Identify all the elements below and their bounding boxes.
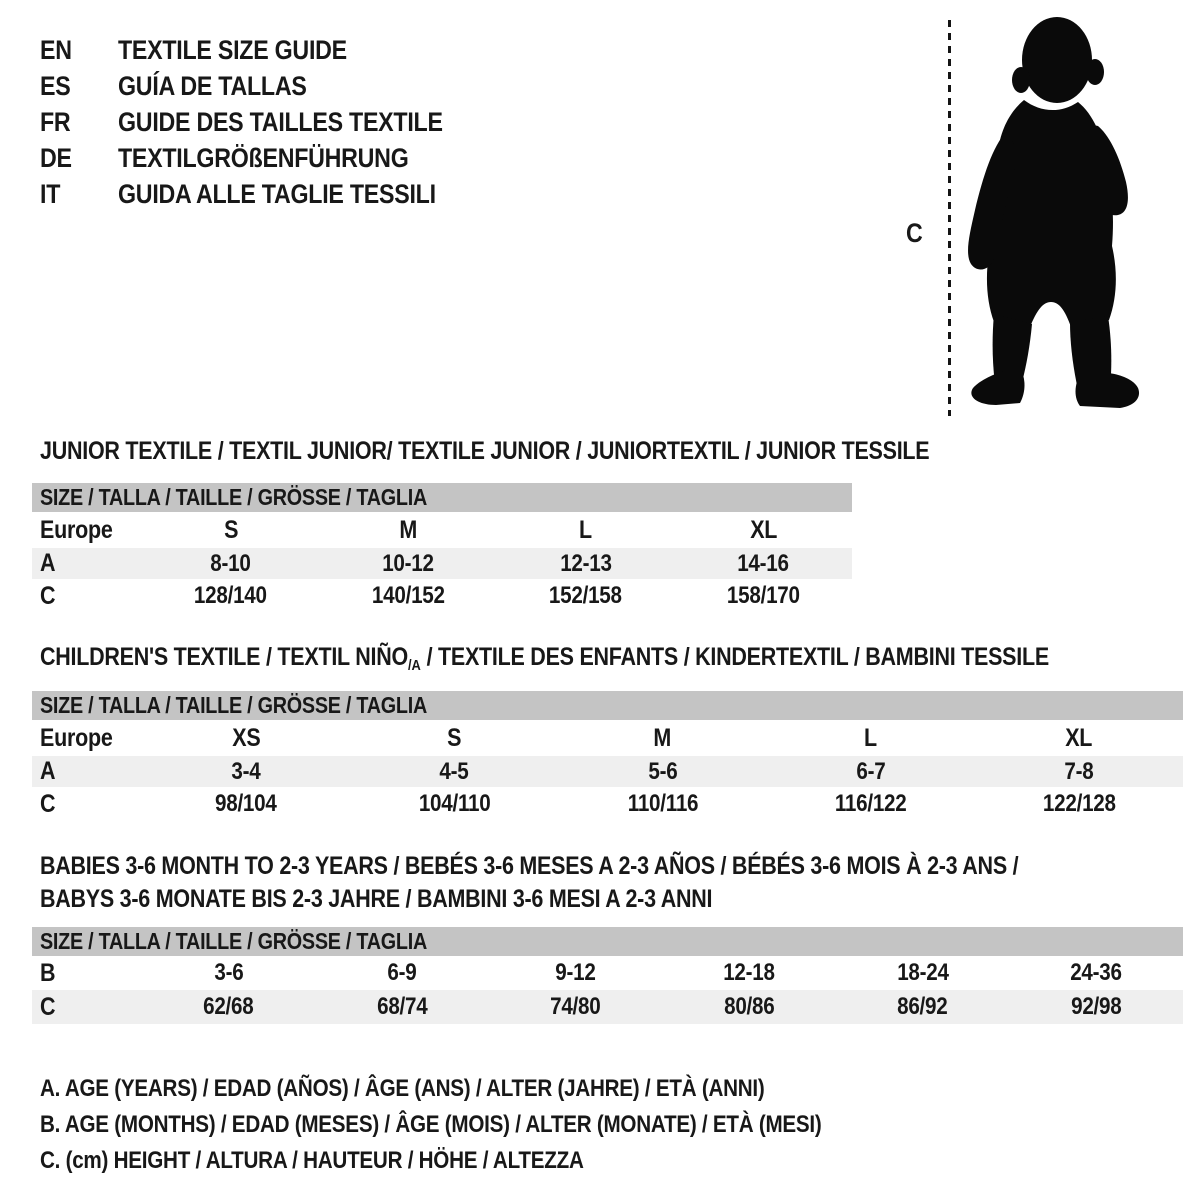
- size-cell: 7-8: [1064, 757, 1094, 785]
- size-cell: 92/98: [1071, 993, 1122, 1020]
- size-header-row: SIZE / TALLA / TAILLE / GRÖSSE / TAGLIA: [32, 927, 1183, 956]
- size-cell: 14-16: [737, 549, 789, 577]
- size-cell: 68/74: [377, 993, 428, 1020]
- size-cell: 140/152: [371, 582, 445, 609]
- size-cell: XL: [749, 515, 777, 544]
- table-row: [32, 990, 1183, 1024]
- children-size-table: [32, 691, 1183, 821]
- table-row: [32, 756, 1183, 787]
- language-code: FR: [40, 106, 71, 137]
- language-title-list: [40, 32, 496, 212]
- size-header-row: SIZE / TALLA / TAILLE / GRÖSSE / TAGLIA: [32, 691, 1183, 720]
- size-cell: M: [653, 723, 672, 752]
- language-title: GUÍA DE TALLAS: [118, 70, 307, 101]
- size-cell: 8-10: [210, 549, 251, 577]
- size-cell: 18-24: [896, 959, 949, 986]
- row-label: B: [40, 958, 56, 987]
- language-title: GUIDA ALLE TAGLIE TESSILI: [118, 178, 436, 209]
- measurement-legend: [40, 1071, 949, 1179]
- babies-section-title: BABIES 3-6 MONTH TO 2-3 YEARS / BEBÉS 3-6 MESES A 2-3 AÑOS / BÉBÉS 3-6 MOIS À 2-3 ANS / BABYS 3-6 MONATE BIS 2-3 JAHRE / BAMBINI 3-6 MESI A 2-3 ANNI: [40, 852, 1019, 913]
- size-cell: 74/80: [550, 993, 601, 1020]
- size-cell: M: [399, 515, 418, 544]
- size-cell: 116/122: [834, 790, 907, 817]
- size-cell: 80/86: [724, 993, 775, 1020]
- size-cell: 104/110: [418, 790, 491, 817]
- size-cell: 6-7: [856, 757, 886, 785]
- language-row: [40, 140, 496, 176]
- language-row: [40, 32, 496, 68]
- size-header-row: SIZE / TALLA / TAILLE / GRÖSSE / TAGLIA: [32, 483, 852, 512]
- legend-line-c: C. (cm) HEIGHT / ALTURA / HAUTEUR / HÖHE / ALTEZZA: [40, 1147, 584, 1174]
- size-cell: 6-9: [387, 959, 417, 986]
- size-cell: 3-4: [231, 757, 261, 785]
- size-cell: 5-6: [647, 757, 678, 785]
- table-row: [32, 787, 1183, 821]
- legend-line-b: B. AGE (MONTHS) / EDAD (MESES) / ÂGE (MOIS) / ALTER (MONATE) / ETÀ (MESI): [40, 1111, 822, 1138]
- size-cell: XS: [232, 723, 261, 752]
- language-code: EN: [40, 34, 72, 65]
- row-label: C: [40, 789, 56, 818]
- size-cell: S: [223, 515, 238, 544]
- size-cell: L: [579, 515, 593, 544]
- size-cell: 24-36: [1070, 959, 1122, 986]
- size-cell: 62/68: [203, 993, 254, 1020]
- size-cell: 110/116: [627, 790, 698, 817]
- size-cell: 12-18: [723, 959, 775, 986]
- size-cell: 9-12: [555, 959, 596, 986]
- size-cell: L: [864, 723, 878, 752]
- size-cell: S: [447, 723, 462, 752]
- toddler-silhouette-icon: [960, 14, 1143, 418]
- size-cell: 3-6: [214, 959, 244, 986]
- size-cell: 152/158: [549, 582, 623, 609]
- size-cell: 122/128: [1042, 790, 1116, 817]
- table-row: [32, 956, 1183, 990]
- size-cell: XL: [1065, 723, 1093, 752]
- table-row: [32, 579, 852, 613]
- language-row: [40, 176, 496, 212]
- size-cell: 12-13: [559, 549, 612, 577]
- legend-line-a: A. AGE (YEARS) / EDAD (AÑOS) / ÂGE (ANS) / ALTER (JAHRE) / ETÀ (ANNI): [40, 1075, 765, 1102]
- size-cell: 158/170: [726, 582, 800, 609]
- size-cell: 98/104: [215, 790, 277, 817]
- junior-section-title: JUNIOR TEXTILE / TEXTIL JUNIOR/ TEXTILE JUNIOR / JUNIORTEXTIL / JUNIOR TESSILE: [40, 437, 930, 465]
- row-label: C: [40, 581, 56, 610]
- language-row: [40, 68, 496, 104]
- size-cell: 86/92: [897, 993, 948, 1020]
- language-title: TEXTILE SIZE GUIDE: [118, 34, 347, 65]
- row-label: Europe: [40, 515, 113, 544]
- language-code: DE: [40, 142, 72, 173]
- row-label: Europe: [40, 723, 113, 752]
- height-measure-label: C: [906, 218, 923, 248]
- nino-a-subscript: /A: [407, 657, 421, 674]
- table-row: [32, 720, 1183, 756]
- row-label: C: [40, 992, 56, 1021]
- table-row: [32, 512, 852, 548]
- size-cell: 10-12: [382, 549, 434, 577]
- size-cell: 4-5: [439, 757, 469, 785]
- language-row: [40, 104, 496, 140]
- height-dashed-line: [948, 20, 951, 416]
- language-code: ES: [40, 70, 71, 101]
- children-section-title: CHILDREN'S TEXTILE / TEXTIL $NIÑO_{/A}$ / TEXTILE DES ENFANTS / KINDERTEXTIL / BAMBINI TESSILE: [40, 643, 1049, 674]
- babies-size-table: [32, 927, 1183, 1024]
- language-code: IT: [40, 178, 61, 209]
- row-label: A: [40, 549, 56, 577]
- language-title: TEXTILGRÖßENFÜHRUNG: [118, 142, 409, 173]
- row-label: A: [40, 757, 56, 785]
- size-cell: 128/140: [194, 582, 268, 609]
- junior-size-table: [32, 483, 852, 613]
- table-row: [32, 548, 852, 579]
- language-title: GUIDE DES TAILLES TEXTILE: [118, 106, 443, 137]
